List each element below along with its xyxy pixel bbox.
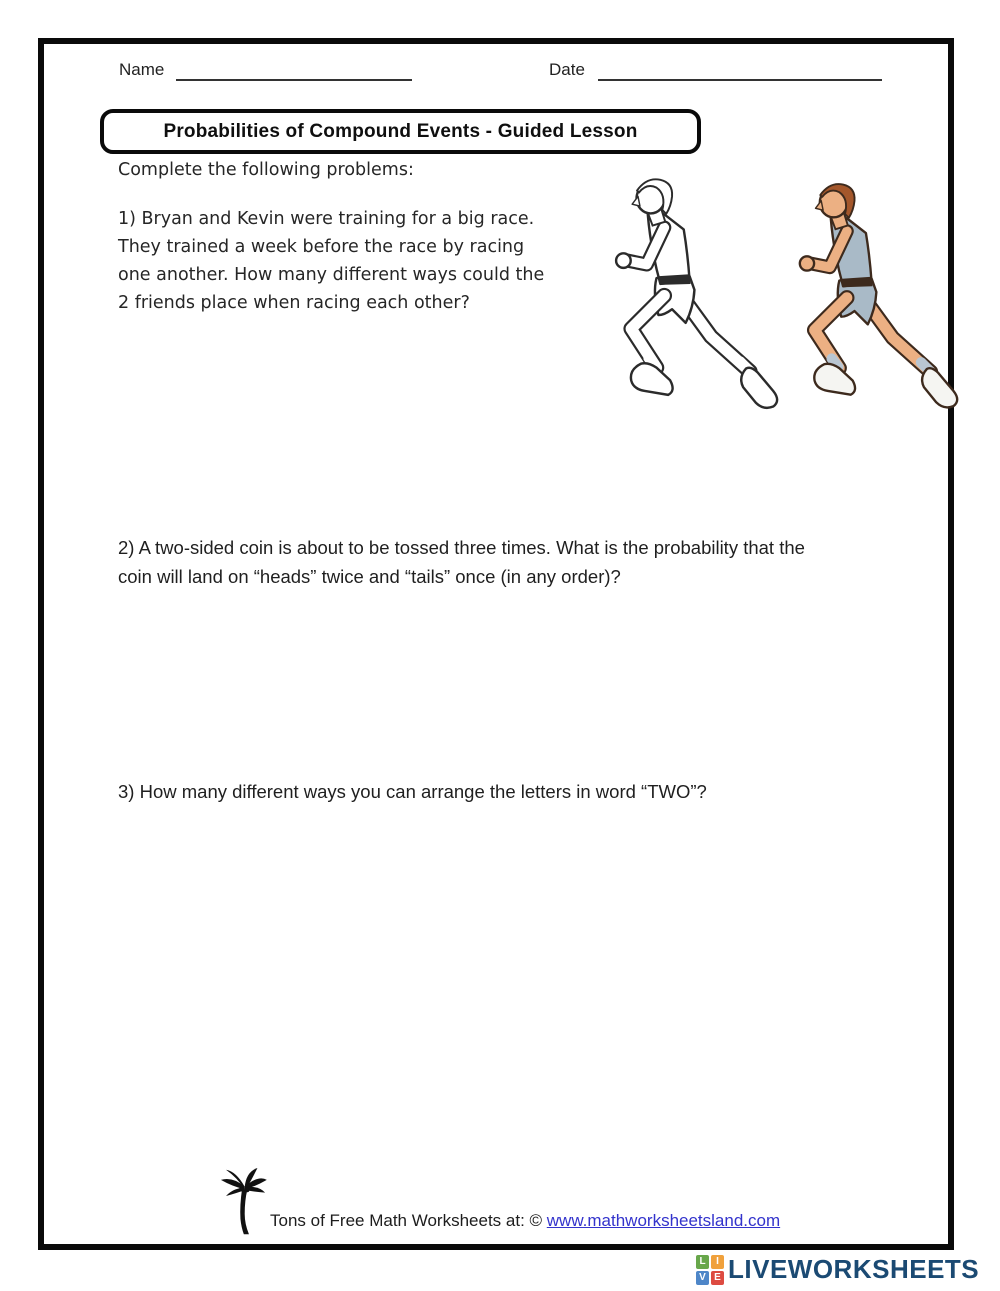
logo-tiles-icon: [696, 1255, 724, 1285]
problem-2-text: 2) A two-sided coin is about to be tossed three times. What is the probability that the coin will land on “heads” twice and “tails” once (in any order)?: [118, 537, 805, 587]
mathworksheetsland-link[interactable]: www.mathworksheetsland.com: [546, 1211, 781, 1230]
problem-3-text: 3) How many different ways you can arrange the letters in word “TWO”?: [118, 781, 707, 802]
logo-tile-e: E: [711, 1271, 724, 1285]
worksheet-title: Probabilities of Compound Events - Guided Lesson: [163, 120, 638, 142]
logo-tile-l: L: [696, 1255, 709, 1269]
runner-outline-illustration: [602, 170, 782, 430]
logo-tile-i: I: [711, 1255, 724, 1269]
palm-tree-icon: [216, 1168, 270, 1236]
name-blank-line[interactable]: [176, 61, 412, 81]
title-box: [100, 109, 701, 154]
date-blank-line[interactable]: [598, 61, 882, 81]
problem-1-text: 1) Bryan and Kevin were training for a big race. They trained a week before the race by racing one another. How many different ways could the 2 friends place when racing each other?: [118, 209, 545, 313]
liveworksheets-logo[interactable]: [696, 1254, 979, 1285]
footer-credit: [270, 1211, 780, 1231]
footer-credit-text: Tons of Free Math Worksheets at: ©: [270, 1211, 547, 1230]
intro-text: Complete the following problems:: [118, 160, 414, 180]
date-label: Date: [549, 60, 585, 79]
name-label: Name: [119, 60, 165, 79]
logo-tile-v: V: [696, 1271, 709, 1285]
runner-colored-illustration: [786, 176, 962, 428]
logo-text: LIVEWORKSHEETS: [728, 1254, 980, 1284]
